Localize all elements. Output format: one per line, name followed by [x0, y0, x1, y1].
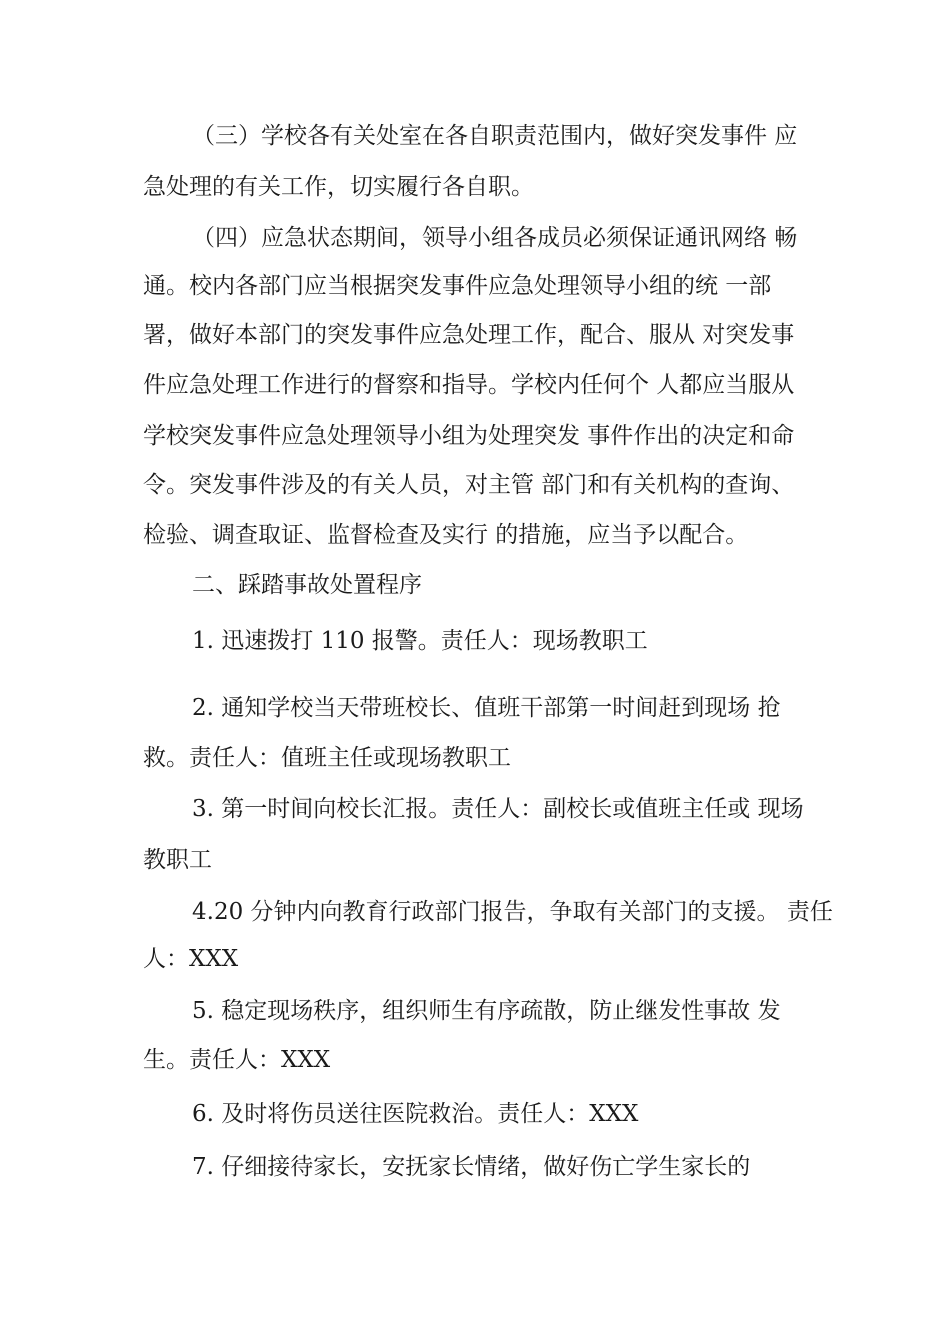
step-6: 6. 及时将伤员送往医院救治。责任人：XXX — [192, 1101, 639, 1127]
step-5-line-1: 5. 稳定现场秩序，组织师生有序疏散，防止继发性事故 发 — [192, 998, 781, 1024]
step-7-line-1: 7. 仔细接待家长，安抚家长情绪，做好伤亡学生家长的 — [192, 1154, 751, 1180]
paragraph-4-line-5: 学校突发事件应急处理领导小组为处理突发 事件作出的决定和命 — [143, 423, 795, 449]
step-4-line-1: 4.20 分钟内向教育行政部门报告，争取有关部门的支援。 责任 — [192, 899, 833, 925]
step-5-line-2: 生。责任人：XXX — [143, 1047, 331, 1073]
paragraph-4-line-1: （四）应急状态期间，领导小组各成员必须保证通讯网络 畅 — [192, 225, 798, 251]
paragraph-4-line-4: 件应急处理工作进行的督察和指导。学校内任何个 人都应当服从 — [143, 372, 795, 398]
step-4-line-2: 人：XXX — [143, 946, 239, 972]
paragraph-4-line-2: 通。校内各部门应当根据突发事件应急处理领导小组的统 一部 — [143, 273, 772, 299]
step-2-line-2: 救。责任人：值班主任或现场教职工 — [143, 745, 511, 771]
paragraph-3-line-1: （三）学校各有关处室在各自职责范围内，做好突发事件 应 — [192, 123, 798, 149]
section-heading: 二、踩踏事故处置程序 — [192, 572, 422, 598]
paragraph-3-line-2: 急处理的有关工作，切实履行各自职。 — [143, 174, 534, 200]
paragraph-4-line-7: 检验、调查取证、监督检查及实行 的措施，应当予以配合。 — [143, 522, 749, 548]
paragraph-4-line-3: 署，做好本部门的突发事件应急处理工作，配合、服从 对突发事 — [143, 322, 795, 348]
step-3-line-2: 教职工 — [143, 847, 212, 873]
step-1: 1. 迅速拨打 110 报警。责任人：现场教职工 — [192, 628, 648, 654]
step-3-line-1: 3. 第一时间向校长汇报。责任人：副校长或值班主任或 现场 — [192, 796, 804, 822]
step-2-line-1: 2. 通知学校当天带班校长、值班干部第一时间赶到现场 抢 — [192, 695, 781, 721]
paragraph-4-line-6: 令。突发事件涉及的有关人员，对主管 部门和有关机构的查询、 — [143, 472, 795, 498]
